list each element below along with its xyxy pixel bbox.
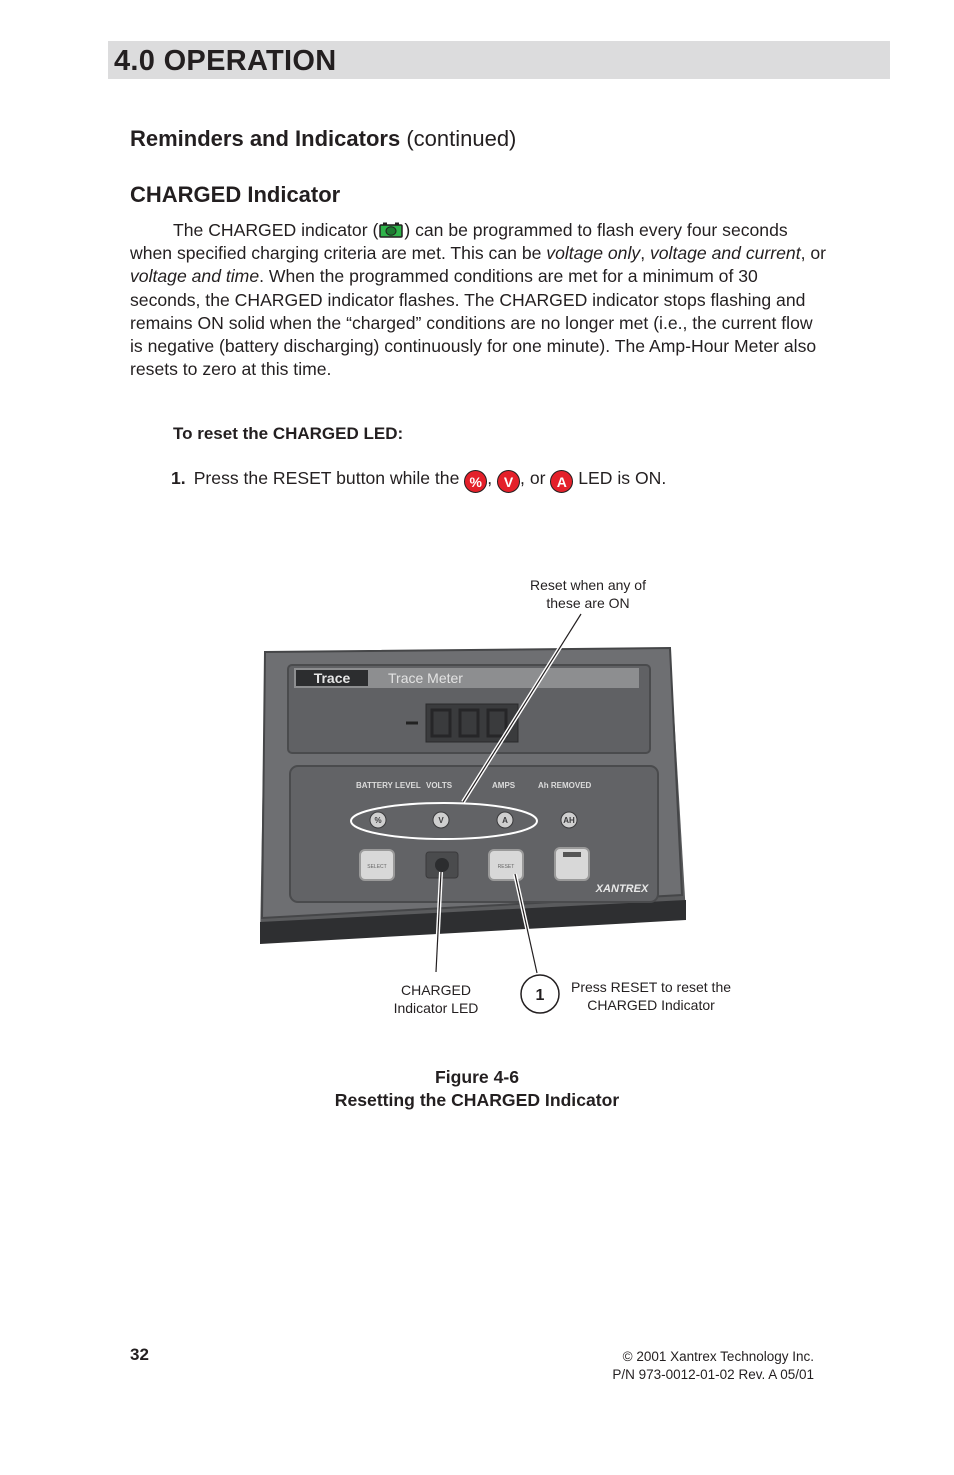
label-ah-removed: Ah REMOVED bbox=[538, 781, 592, 790]
device-title: Trace Meter bbox=[388, 670, 463, 686]
footer-part-number: P/N 973-0012-01-02 Rev. A 05/01 bbox=[612, 1367, 814, 1382]
para-text-3: , bbox=[640, 243, 650, 264]
callout-charged-led bbox=[376, 981, 496, 1017]
charged-led bbox=[435, 858, 449, 872]
callout-reset-leds bbox=[503, 576, 673, 612]
footer-copyright: © 2001 Xantrex Technology Inc. bbox=[622, 1349, 814, 1364]
callout-left-line-1: CHARGED bbox=[400, 982, 471, 998]
para-em-1: voltage only bbox=[546, 243, 641, 264]
callout-reset-button bbox=[561, 978, 741, 1014]
label-volts: VOLTS bbox=[426, 781, 453, 790]
para-em-3: voltage and time bbox=[130, 266, 260, 287]
callout-top-line-2: these are ON bbox=[546, 595, 630, 611]
heading-continued: (continued) bbox=[406, 126, 517, 151]
step-text-b: LED is ON. bbox=[578, 468, 667, 488]
section-header-bar bbox=[108, 41, 890, 79]
ind-ah: AH bbox=[563, 816, 575, 825]
procedure-step-1 bbox=[171, 467, 666, 493]
ind-percent: % bbox=[374, 816, 382, 825]
page-heading bbox=[130, 126, 516, 152]
step-number: 1. bbox=[171, 468, 186, 488]
charged-battery-icon bbox=[378, 221, 404, 236]
figure-trace-meter bbox=[250, 570, 770, 1040]
brand-logo: Trace bbox=[313, 670, 351, 686]
reset-button-label: RESET bbox=[497, 864, 515, 870]
para-text-1: The CHARGED indicator ( bbox=[173, 220, 379, 240]
para-text-2: ) can be programmed to flash every four seconds when specified charging criteria are met. This can be bbox=[130, 220, 788, 264]
para-text-5: . When the programmed conditions are met for a minimum of 30 seconds, the CHARGED indicator flashes. The CHARGED indicator stops flashing and remains ON solid when the “charged” conditions are no longer met (i.e., the current flow is negative (battery discharging) continuously for one minute). The Amp-Hour Meter also resets to zero at this time. bbox=[130, 266, 817, 380]
callout-right-line-1: Press RESET to reset the bbox=[570, 979, 732, 995]
trace-meter-illustration bbox=[250, 570, 770, 1040]
percent-led-icon: % bbox=[464, 470, 487, 493]
step-sep-2: , or bbox=[520, 468, 546, 488]
section-title: 4.0 OPERATION bbox=[114, 45, 337, 77]
maker-logo: XANTREX bbox=[595, 883, 649, 895]
para-text-4: , or bbox=[800, 243, 827, 264]
footer-info bbox=[612, 1348, 814, 1384]
label-amps: AMPS bbox=[492, 781, 516, 790]
step-sep-1: , bbox=[487, 468, 493, 488]
page-number: 32 bbox=[130, 1345, 149, 1364]
heading-main: Reminders and Indicators bbox=[130, 126, 401, 151]
procedure-title: To reset the CHARGED LED: bbox=[173, 424, 404, 443]
label-battery-level: BATTERY LEVEL bbox=[356, 781, 421, 790]
amps-led-icon: A bbox=[550, 470, 573, 493]
callout-left-line-2: Indicator LED bbox=[393, 1000, 479, 1016]
volts-led-icon: V bbox=[497, 470, 520, 493]
figure-caption-title: Resetting the CHARGED Indicator bbox=[334, 1090, 620, 1110]
subheading: CHARGED Indicator bbox=[130, 182, 341, 207]
ind-volts: V bbox=[438, 816, 444, 825]
ind-amps: A bbox=[502, 816, 508, 825]
callout-number: 1 bbox=[535, 987, 545, 1004]
figure-caption-number: Figure 4-6 bbox=[434, 1067, 520, 1087]
select-button-label: SELECT bbox=[367, 864, 387, 870]
callout-right-line-2: CHARGED Indicator bbox=[587, 997, 715, 1013]
para-em-2: voltage and current bbox=[649, 243, 801, 264]
step-text-a: Press the RESET button while the bbox=[193, 468, 460, 488]
body-paragraph bbox=[130, 219, 830, 381]
callout-top-line-1: Reset when any of bbox=[530, 577, 646, 593]
